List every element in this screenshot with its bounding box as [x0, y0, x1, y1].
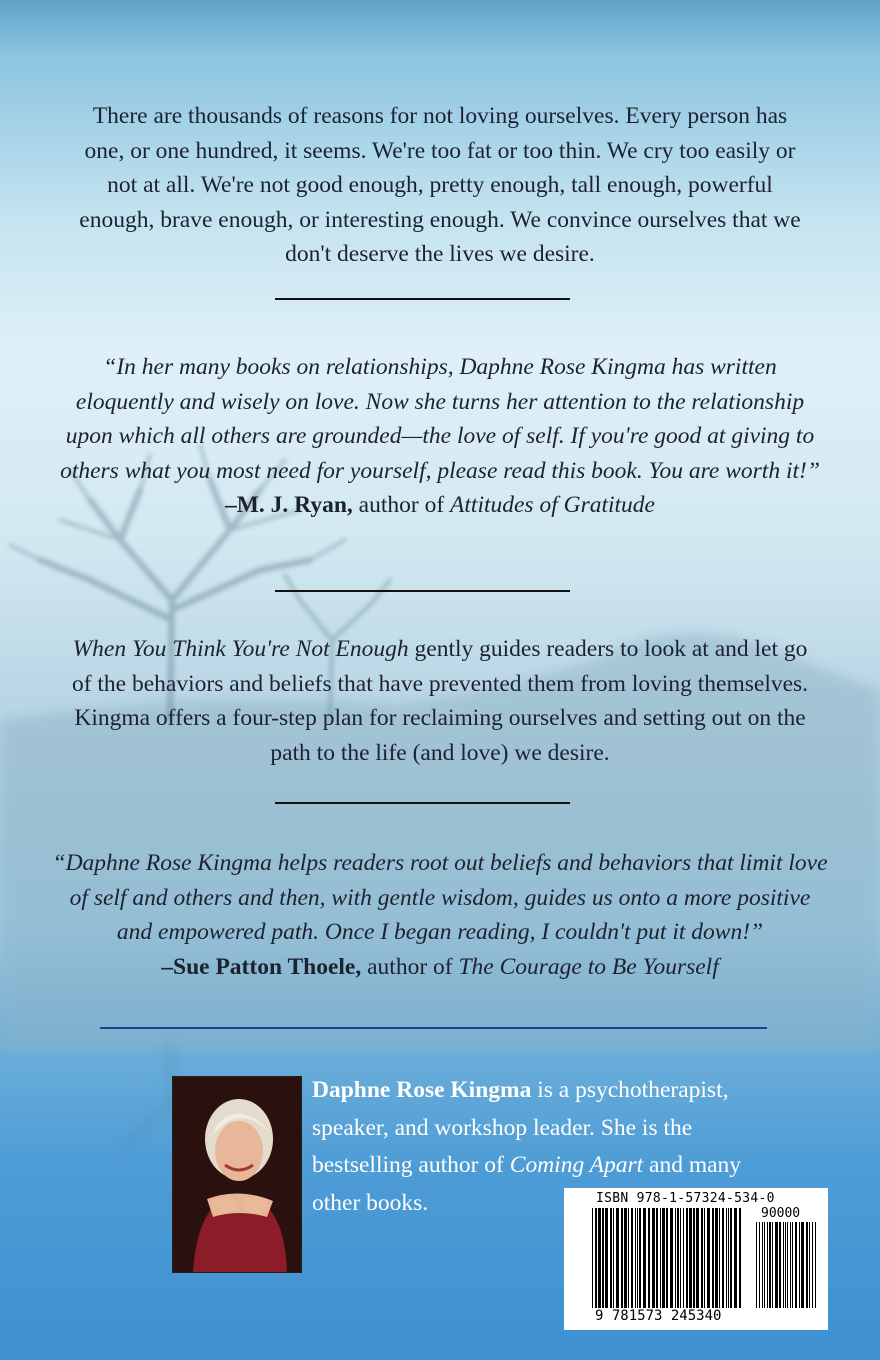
book-description-text: gently guides readers to look at and let go of the behaviors and beliefs that have prevented them from loving themselves. Kingma offers a four-step plan for reclaiming ourselves and setting out on the path to the life (and love) we desire. — [71, 636, 809, 766]
quote-author-role: author of — [367, 953, 453, 980]
author-photo — [172, 1076, 302, 1273]
quote-author-role: author of — [358, 492, 445, 518]
endorsement-quote-ryan — [60, 350, 820, 523]
intro-paragraph: There are thousands of reasons for not loving ourselves. Every person has one, or one hundred, it seems. We're too fat or too thin. We cry too easily or not at all. We're not good enough, pretty enough, tall enough, powerful enough, brave enough, or interesting enough. We convince ourselves that we don't deserve the lives we desire. — [79, 103, 801, 267]
quote-author-book: The Courage to Be Yourself — [458, 953, 719, 980]
ean-barcode-bars — [592, 1208, 744, 1308]
divider-rule — [275, 298, 570, 300]
quote-text: “Daphne Rose Kingma helps readers root out beliefs and behaviors that limit love of self and others and then, with gentle wisdom, guides us onto a more positive and empowered path. Once I began reading, I couldn't put it down!” — [52, 850, 828, 945]
divider-rule — [275, 590, 570, 592]
divider-rule — [275, 802, 570, 804]
author-bio-text: is a psychotherapist, speaker, and workshop leader. She is the bestselling author of — [312, 1077, 729, 1178]
isbn-label: ISBN 978-1-57324-534-0 — [596, 1191, 775, 1206]
barcode — [564, 1188, 828, 1330]
endorsement-quote-thoele — [50, 846, 830, 984]
price-addon-number: 90000 — [761, 1206, 801, 1221]
author-bio-book: Coming Apart — [509, 1152, 644, 1178]
quote-text: “In her many books on relationships, Daphne Rose Kingma has written eloquently and wisely on love. Now she turns her attention to the relationship upon which all others are grounded—the love of self. If you're good at giving to others what you most need for yourself, please read this book. You are worth it!” — [60, 354, 820, 484]
addon-barcode-bars — [756, 1222, 818, 1308]
book-title: When You Think You're Not Enough — [72, 636, 409, 662]
author-bio-text-end: and many other books. — [312, 1152, 742, 1216]
quote-author-name: –Sue Patton Thoele, — [161, 953, 362, 980]
quote-author-name: –M. J. Ryan, — [225, 492, 353, 518]
book-description — [60, 632, 820, 770]
divider-rule-blue — [100, 1027, 767, 1029]
author-name: Daphne Rose Kingma — [312, 1077, 532, 1103]
ean-number: 9 781573 245340 — [595, 1308, 722, 1324]
quote-author-book: Attitudes of Gratitude — [450, 492, 655, 518]
